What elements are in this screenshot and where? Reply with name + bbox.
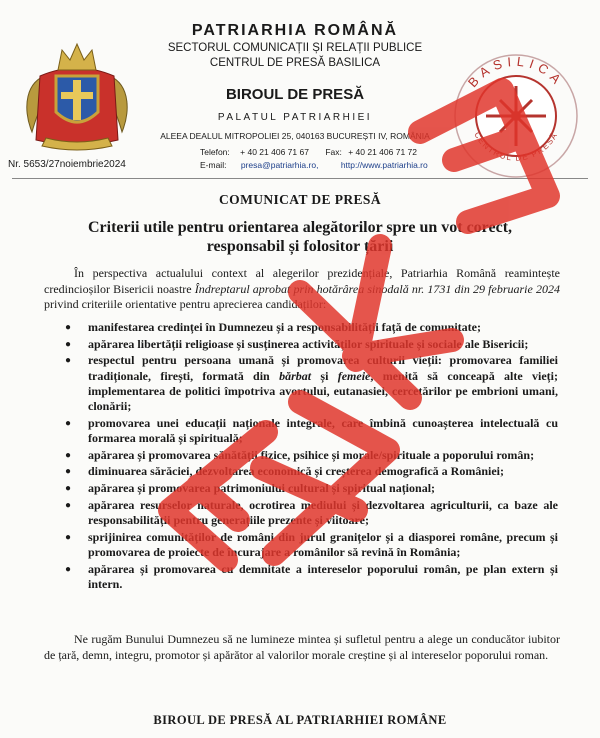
phone-number: + 40 21 406 71 67 [240, 147, 309, 157]
phone-row [200, 147, 417, 157]
phone-label: Telefon: [200, 147, 230, 157]
criterion-item: ● apărarea și promovarea patrimoniului cultural și spiritual național; [88, 481, 558, 496]
criterion-item: ● apărarea și promovarea cu demnitate a intereselor poporului român, pe plan extern și intern. [88, 562, 558, 592]
subject-line-2: responsabil și folositor țării [206, 238, 394, 255]
criterion-item: ● diminuarea sărăciei, dezvoltarea economică și creșterea demografică a României; [88, 464, 558, 479]
criterion-3-and: și [311, 368, 338, 383]
fax-label: Fax: [325, 147, 342, 157]
institution-name: PATRIARHIA ROMÂNĂ [191, 22, 399, 39]
patriarchate-coat-of-arms [18, 40, 136, 152]
communique-subject [70, 218, 530, 256]
criterion-item: ● apărarea și promovarea sănătății fizice, psihice și morale/spirituale a poporului român; [88, 448, 558, 463]
basilica-seal [452, 52, 580, 180]
communique-title: COMUNICAT DE PRESĂ [219, 192, 381, 207]
criterion-item: ● apărarea libertății religioase și susținerea activităților spirituale și sociale ale Bisericii; [88, 337, 558, 352]
intro-reference: Îndreptarul aprobat prin hotărârea sinodală nr. 1731 din 29 februarie 2024 [194, 281, 560, 296]
intro-text-b: privind criteriile orientative pentru aprecierea candidaților: [44, 297, 327, 312]
criterion-3-text-a: respectul pentru persoana umană și promovarea culturii vieții: promovarea familiei tradiționale, firești, formată din [88, 353, 558, 383]
centre-name: CENTRUL DE PRESĂ BASILICA [209, 57, 381, 69]
intro-text-a: În perspectiva actualului context al alegerilor prezidențiale, Patriarhia Română reamintește credincioșilor Bisericii noastre [44, 266, 560, 296]
seal-bottom-text: CENTRUL DE PRESĂ [472, 130, 560, 163]
criteria-list [88, 320, 558, 593]
criterion-item: ● manifestarea credinței în Dumnezeu și a responsabilității față de comunitate; [88, 320, 558, 335]
closing-paragraph: Ne rugăm Bunului Dumnezeu să ne lumineze mintea și sufletul pentru a alege un conducător iubitor de țară, demn, integru, promotor și apărător al valorilor morale creștine și al intereselor poporului roman. [44, 632, 560, 662]
email-row [200, 160, 428, 170]
criterion-item: ● promovarea unei educații naționale integrale, care îmbină cunoașterea intelectuală cu formarea morală și spirituală; [88, 416, 558, 446]
website-link[interactable]: http://www.patriarhia.ro [340, 160, 428, 170]
postal-address: ALEEA DEALUL MITROPOLIEI 25, 040163 BUCUREȘTI IV, ROMÂNIA [160, 131, 430, 141]
crown-icon [58, 44, 96, 70]
signature-line: BIROUL DE PRESĂ AL PATRIARHIEI ROMÂNE [153, 713, 447, 727]
criterion-item: ● apărarea resurselor naturale, ocrotirea mediului și dezvoltarea agriculturii, ca baze ale responsabilității pentru generațiile prezente și viitoare; [88, 498, 558, 528]
palace-name: PALATUL PATRIARHIEI [217, 112, 373, 123]
email-label: E-mail: [200, 160, 227, 170]
document-number: Nr. 5653/27noiembrie2024 [8, 159, 126, 170]
sector-name: SECTORUL COMUNICAȚII ȘI RELAȚII PUBLICE [167, 42, 423, 54]
seal-top-text: BASILICA [464, 53, 568, 91]
criterion-3-man: bărbat [279, 368, 312, 383]
fax-number: + 40 21 406 71 72 [348, 147, 417, 157]
criterion-item [88, 353, 558, 414]
email-link[interactable]: presa@patriarhia.ro, [240, 160, 319, 170]
intro-paragraph [44, 266, 560, 313]
criterion-3-woman: femeie [337, 368, 371, 383]
subject-line-1: Criterii utile pentru orientarea alegătorilor spre un vot corect, [87, 219, 513, 236]
criterion-item: ● sprijinirea comunităților de români din jurul granițelor și a diasporei române, precum și promovarea de proiecte de încurajare a românilor să revină în România; [88, 530, 558, 560]
office-name: BIROUL DE PRESĂ [225, 86, 365, 103]
criterion-3-text-b: , menită să conceapă alte vieți; implementarea de politici împotriva avortului, eutanasiei, cercetărilor pe embrioni umani, clonării; [88, 368, 558, 414]
